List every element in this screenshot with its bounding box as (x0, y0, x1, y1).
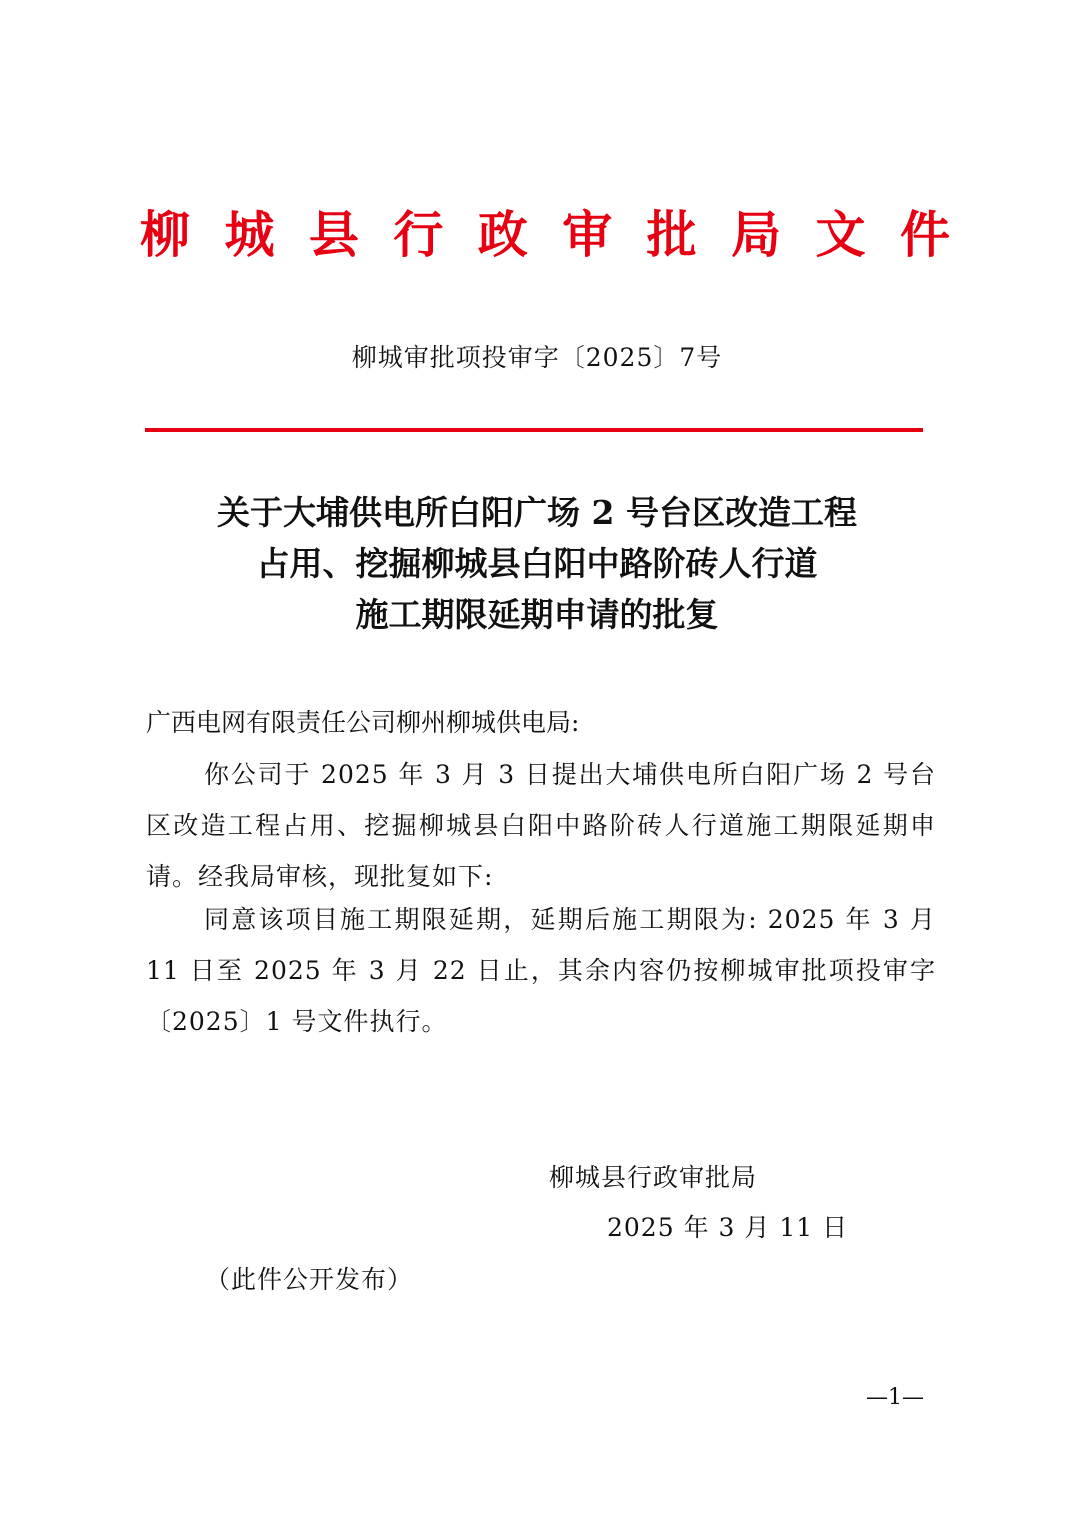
title-char: 文 (815, 206, 866, 264)
document-number: 柳城审批项投审字〔2025〕7号 (351, 343, 723, 372)
signature-date: 2025 年 3 月 11 日 (607, 1213, 849, 1242)
signature-organization: 柳城县行政审批局 (549, 1163, 758, 1192)
page-number: —1— (866, 1385, 924, 1410)
title-char: 城 (224, 206, 275, 264)
title-char: 县 (308, 206, 359, 264)
disclosure-note: （此件公开发布） (205, 1265, 414, 1294)
body-paragraph: 你公司于 2025 年 3 月 3 日提出大埔供电所白阳广场 2 号台区改造工程占用、挖掘柳城县白阳中路阶砖人行道施工期限延期申请。经我局审核，现批复如下: (146, 760, 936, 891)
title-char: 批 (646, 206, 697, 264)
body-paragraph: 同意该项目施工期限延期，延期后施工期限为: 2025 年 3 月 11 日至 2025 年 3 月 22 日止，其余内容仍按柳城审批项投审字〔2025〕1 号文件执行。 (146, 905, 936, 1036)
title-char: 审 (562, 206, 613, 264)
red-separator-line (145, 428, 923, 432)
subject-line: 施工期限延期申请的批复 (355, 595, 719, 634)
addressee: 广西电网有限责任公司柳州柳城供电局: (146, 708, 580, 737)
title-char: 局 (731, 206, 782, 264)
title-char: 柳 (140, 206, 190, 264)
subject-line: 占用、挖掘柳城县白阳中路阶砖人行道 (256, 544, 818, 583)
title-char: 行 (393, 206, 444, 264)
subject-line: 关于大埔供电所白阳广场 2 号台区改造工程 (217, 493, 857, 532)
title-char: 政 (477, 206, 528, 264)
title-char: 件 (899, 206, 950, 264)
document-subject (0, 487, 1074, 640)
issuing-authority-title (140, 196, 950, 266)
